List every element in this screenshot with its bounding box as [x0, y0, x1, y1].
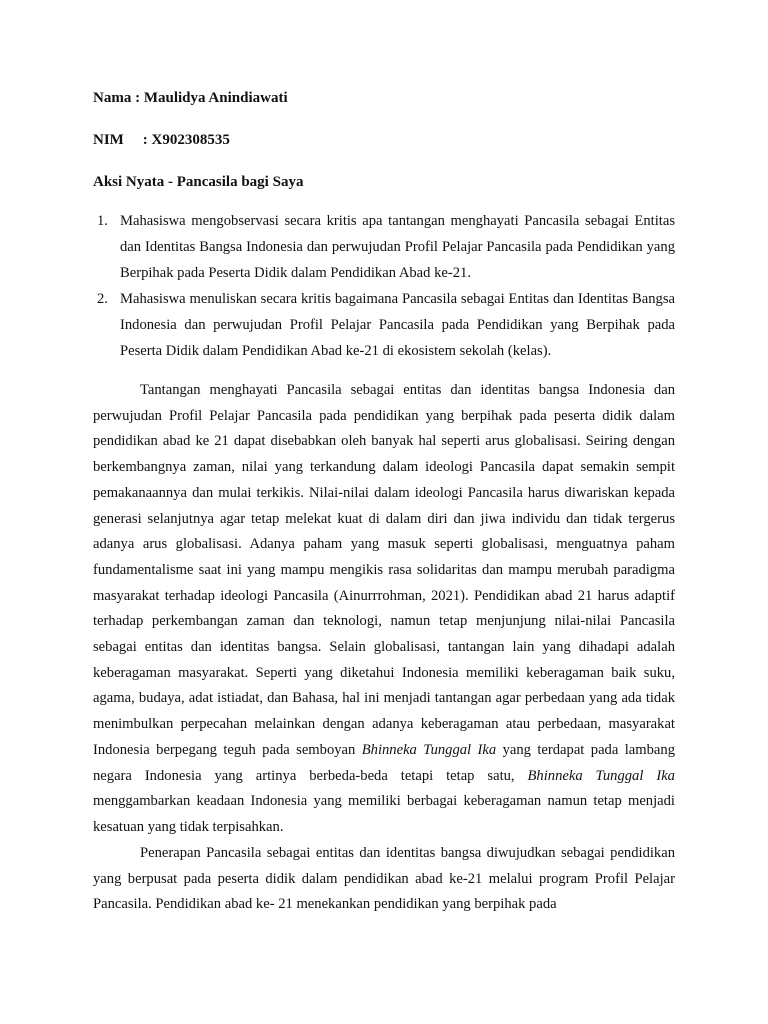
task-item: [93, 286, 675, 364]
name-label: Nama :: [93, 90, 141, 106]
student-name-line: [93, 88, 288, 108]
paragraph-implementation: Penerapan Pancasila sebagai entitas dan identitas bangsa diwujudkan sebagai pendidikan yang berpusat pada peserta didik dalam pendidikan abad ke-21 melalui program Profil Pelajar Pancasila. Pendidikan abad ke- 21 menekankan pendidikan yang berpihak pada: [93, 845, 675, 913]
task-number: 1.: [97, 213, 108, 229]
task-text: Mahasiswa mengobservasi secara kritis apa tantangan menghayati Pancasila sebagai Entitas dan Identitas Bangsa Indonesia dan perwujudan Profil Pelajar Pancasila pada Pendidikan yang Berpihak pada Peserta Didik dalam Pendidikan Abad ke-21.: [120, 213, 675, 281]
paragraph-challenges: [93, 378, 675, 841]
task-list: [93, 208, 675, 364]
paragraph-text: yang terdapat pada lambang negara Indonesia yang artinya berbeda-beda tetapi tetap satu,: [93, 741, 675, 784]
task-text: Mahasiswa menuliskan secara kritis bagaimana Pancasila sebagai Entitas dan Identitas Bangsa Indonesia dan perwujudan Profil Pelajar Pancasila pada Pendidikan yang Berpihak pada Peserta Didik dalam Pendidikan Abad ke-21 di ekosistem sekolah (kelas).: [120, 291, 675, 359]
motto-italic: Bhinneka Tunggal Ika: [361, 741, 497, 758]
paragraph-text: Tantangan menghayati Pancasila sebagai entitas dan identitas bangsa Indonesia dan perwujudan Profil Pelajar Pancasila pada pendidikan yang berpihak pada peserta didik dalam pendidikan abad ke 21 dapat disebabkan oleh banyak hal seperti arus globalisasi. Seiring dengan berkembangnya zaman, nilai yang terkandung dalam ideologi Pancasila dapat semakin sempit pemakanaannya dan mulai terkikis. Nilai-nilai dalam ideologi Pancasila harus diwariskan kepada generasi selanjutnya agar tetap melekat kuat di dalam diri dan jiwa individu dan tidak tergerus adanya arus globalisasi. Adanya paham yang masuk seperti globalisasi, menguatnya paham fundamentalisme saat ini yang mampu mengikis rasa solidaritas dan mampu merubah paradigma masyarakat terhadap ideologi Pancasila (Ainurrrohman, 2021). Pendidikan abad 21 harus adaptif terhadap perkembangan zaman dan teknologi, namun tetap menjunjung nilai-nilai Pancasila sebagai entitas dan identitas bangsa. Selain globalisasi, tantangan lain yang dihadapi adalah keberagaman masyarakat. Seperti yang diketahui Indonesia memiliki keberagaman baik suku, agama, budaya, adat istiadat, dan Bahasa, hal ini menjadi tantangan agar perbedaan yang ada tidak menimbulkan perpecahan melainkan dengan adanya keberagaman atau perbedaan, masyarakat Indonesia berpegang teguh pada semboyan: [93, 382, 675, 758]
nim-label: NIM: [93, 132, 124, 148]
document-title: Aksi Nyata - Pancasila bagi Saya: [93, 174, 304, 190]
task-number: 2.: [97, 291, 108, 307]
motto-italic: Bhinneka Tunggal Ika: [527, 767, 675, 784]
nim-value: : X902308535: [142, 132, 230, 148]
paragraph-text: menggambarkan keadaan Indonesia yang memiliki berbagai keberagaman namun tetap menjadi kesatuan yang tidak terpisahkan.: [93, 793, 675, 835]
task-item: [93, 208, 675, 286]
student-nim-line: [93, 130, 230, 150]
name-value: Maulidya Anindiawati: [143, 90, 288, 106]
